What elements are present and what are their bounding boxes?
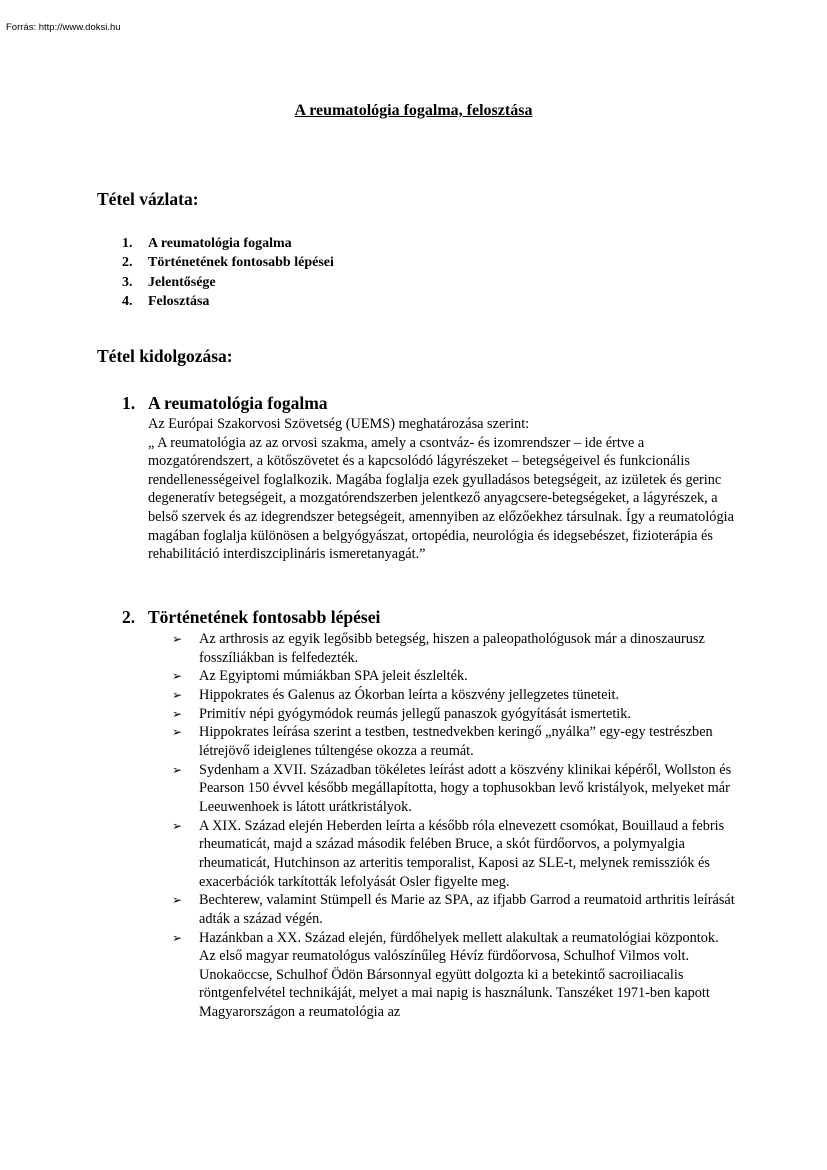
outline-item: 3. Jelentősége	[122, 274, 216, 290]
section-2-heading: 2. Történetének fontosabb lépései	[122, 607, 381, 627]
list-item: ➢ Hazánkban a XX. Század elején, fürdőhelyek mellett alakultak a reumatológiai központok. Az első magyar reumatológus valószínűleg Hévíz fürdőorvosa, Schulhof Vilmos volt. Unokaöccse, Schulhof Ödön Bársonnyal együtt dolgozta ki a betekintő sacroiliacalis röntgenfelvétel technikáját, melyet a mai napig is használunk. Tanszéket 1971-ben kapott Magyarországon a reumatológia az	[172, 929, 719, 1021]
section-1-intro: Az Európai Szakorvosi Szövetség (UEMS) meghatározása szerint:	[148, 416, 530, 432]
outline-item: 1. A reumatológia fogalma	[122, 236, 292, 251]
arrow-bullet-icon: ➢	[172, 706, 183, 721]
outline-heading: Tétel vázlata:	[97, 189, 199, 209]
list-item: ➢ Bechterew, valamint Stümpell és Marie az SPA, az ifjabb Garrod a reumatoid arthritis leírását adták a század végén.	[172, 892, 735, 927]
list-item: ➢ Primitív népi gyógymódok reumás jellegű panaszok gyógyítását ismertetik.	[172, 705, 632, 722]
section-1-body	[148, 415, 738, 564]
arrow-bullet-icon: ➢	[172, 762, 183, 777]
list-item: ➢ Hippokrates leírása szerint a testben, testnedvekben keringő „nyálka” egy-egy testrészben létrejövő ideiglenes túltengése okozza a reumát.	[172, 724, 713, 759]
history-bullets	[172, 630, 738, 1022]
source-line: Forrás: http://www.doksi.hu	[6, 22, 121, 33]
list-item: ➢ Sydenham a XVII. Században tökéletes leírást adott a köszvény klinikai képéről, Wollston és Pearson 150 évvel később megállapította, hogy a tophusokban levő kristályok, melyeket már Leeuwenhoek is látott urátkristályok.	[172, 761, 732, 815]
section-1-heading: 1. A reumatológia fogalma	[122, 393, 328, 413]
arrow-bullet-icon: ➢	[172, 669, 183, 684]
list-item: ➢ Az arthrosis az egyik legősibb betegség, hiszen a paleopathológusok már a dinoszaurusz fosszíliákban is felfedezték.	[172, 631, 705, 666]
outline-list	[122, 234, 334, 311]
outline-item: 4. Felosztása	[122, 293, 210, 309]
arrow-bullet-icon: ➢	[172, 632, 183, 646]
elaboration-heading: Tétel kidolgozása:	[97, 346, 233, 366]
arrow-bullet-icon: ➢	[172, 818, 183, 833]
outline-item: 2. Történetének fontosabb lépései	[122, 255, 334, 271]
arrow-bullet-icon: ➢	[172, 893, 183, 908]
list-item: ➢ A XIX. Század elején Heberden leírta a később róla elnevezett csomókat, Bouillaud a febris rheumaticát, majd a század második felében Bruce, a skót fürdőorvos, a polymyalgia rheumaticát, Hutchinson az arteritis temporalist, Kaposi az SLE-t, melynek remissziók és exacerbációk tarkították lefolyását Osler figyelte meg.	[172, 817, 725, 890]
section-1-quote: „ A reumatológia az az orvosi szakma, amely a csontváz- és izomrendszer – ide értve a mozgatórendszert, a kötőszövetet és a kapcsolódó lágyrészeket – betegségeivel és funkcionális rendellenességeivel foglalkozik. Magába foglalja ezek gyulladásos betegségeit, az izületek és gerinc degeneratív betegségeit, a mozgatórendszerben jelentkező anyagcsere-betegségeket, a lágyrészek, a belső szervek és az idegrendszer betegségeit, amennyiben az előzőekhez társulnak. Így a reumatológia magában foglalja különösen a belgyógyászat, ortopédia, neurológia és idegsebészet, fizioterápia és rehabilitáció interdiszciplináris ismeretanyagát.”	[148, 434, 734, 563]
list-item: ➢ Hippokrates és Galenus az Ókorban leírta a köszvény jellegzetes tüneteit.	[172, 686, 620, 703]
arrow-bullet-icon: ➢	[172, 725, 183, 740]
arrow-bullet-icon: ➢	[172, 930, 183, 945]
arrow-bullet-icon: ➢	[172, 687, 183, 702]
page-title: A reumatológia fogalma, felosztása	[294, 102, 533, 119]
list-item: ➢ Az Egyiptomi múmiákban SPA jeleit észlelték.	[172, 668, 468, 685]
